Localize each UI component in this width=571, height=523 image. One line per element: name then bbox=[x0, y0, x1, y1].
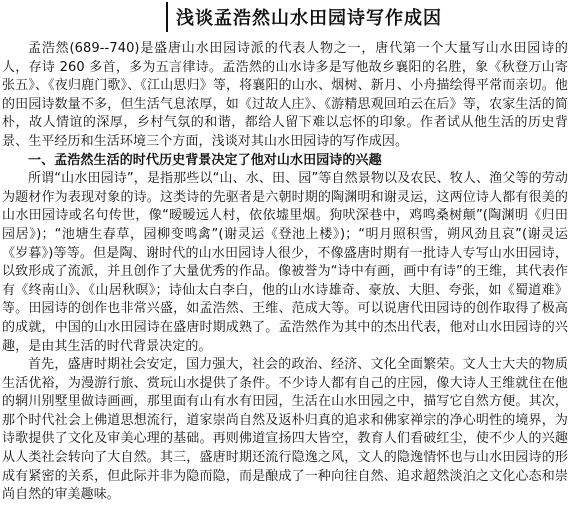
body-paragraph: 所谓“山水田园诗”，是指那些以“山、水、田、园”等自然景物以及农民、牧人、渔父等的劳动为题材作为表现对象的诗。这类诗的先驱者是六朝时期的陶渊明和谢灵运，这两位诗人都有很美的山水田园诗或名句传世，像“暧暧远人村，依依墟里烟。狗吠深巷中，鸡鸣桑树颠”(陶渊明《归田园居》)；“池塘生春草，园柳变鸣禽”(谢灵运《登池上楼》)；“明月照积雪，朔风劲且哀”(谢灵运《岁暮》)等等。但是陶、谢时代的山水田园诗人很少，不像盛唐时期有一批诗人专写山水田园诗，以致形成了流派，并且创作了大量优秀的作品。像被誉为“诗中有画，画中有诗”的王维，其代表作有《终南山》、《山居秋暝》；诗仙太白李白，他的山水诗雄奇、豪放、大胆、夸张，如《蜀道难》等。田园诗的创作也非常兴盛，如孟浩然、王维、范成大等。可以说唐代田园诗的创作取得了极高的成就，中国的山水田园诗在盛唐时期成熟了。孟浩然作为其中的杰出代表，他对山水田园诗的兴趣，是由其生活的时代背景决定的。 bbox=[2, 171, 568, 354]
body-paragraph: 首先，盛唐时期社会安定，国力强大，社会的政治、经济、文化全面繁荣。文人士大夫的物质生活优裕，为漫游行旅、赏玩山水提供了条件。不少诗人都有自己的庄园，像大诗人王维就住在他的辋川别墅里做诗画画，那里面有山有水有田园，生活在山水田园之中，描写它自然方便。其次，那个时代社会上佛道思想流行，道家崇尚自然及返朴归真的追求和佛家禅宗的净心明性的境界，为诗歌提供了文化及审美心理的基础。再则佛道宣扬四大皆空，教育人们看破红尘，使不少人的兴趣从人类社会转向了大自然。其三，盛唐时期还流行隐逸之风，文人的隐逸情怀也与山水田园诗的形成有紧密的关系，但此际并非为隐而隐，而是酿成了一种向往自然、追求超然淡泊之文化心态和崇尚自然的审美趣味。 bbox=[2, 357, 568, 503]
title-divider-bar bbox=[166, 2, 168, 32]
page-title: 浅谈孟浩然山水田园诗写作成因 bbox=[176, 8, 442, 29]
article-body bbox=[2, 40, 568, 505]
title-area bbox=[0, 0, 571, 38]
intro-paragraph: 孟浩然(689--740)是盛唐山水田园诗派的代表人物之一，唐代第一个大量写山水田园诗的人，存诗 260 多首，多为五言律诗。孟浩然的山水诗多是写他故乡襄阳的名胜，象《秋登万山寄张五》、《夜归鹿门歌》、《江山思归》等，将襄阳的山水、烟树、新月、小舟描绘得平常而亲切。他的田园诗数量不多，但生活气息浓厚，如《过故人庄》、《游精思观回珀云在后》等，农家生活的简朴，故人情谊的深厚，乡村气氛的和谐，都给人留下难以忘怀的印象。作者试从他生活的历史背景、生平经历和生活环境三个方面，浅谈对其山水田园诗的写作成因。 bbox=[2, 41, 568, 149]
section-heading: 一、孟浩然生活的时代历史背景决定了他对山水田园诗的兴趣 bbox=[28, 152, 382, 168]
